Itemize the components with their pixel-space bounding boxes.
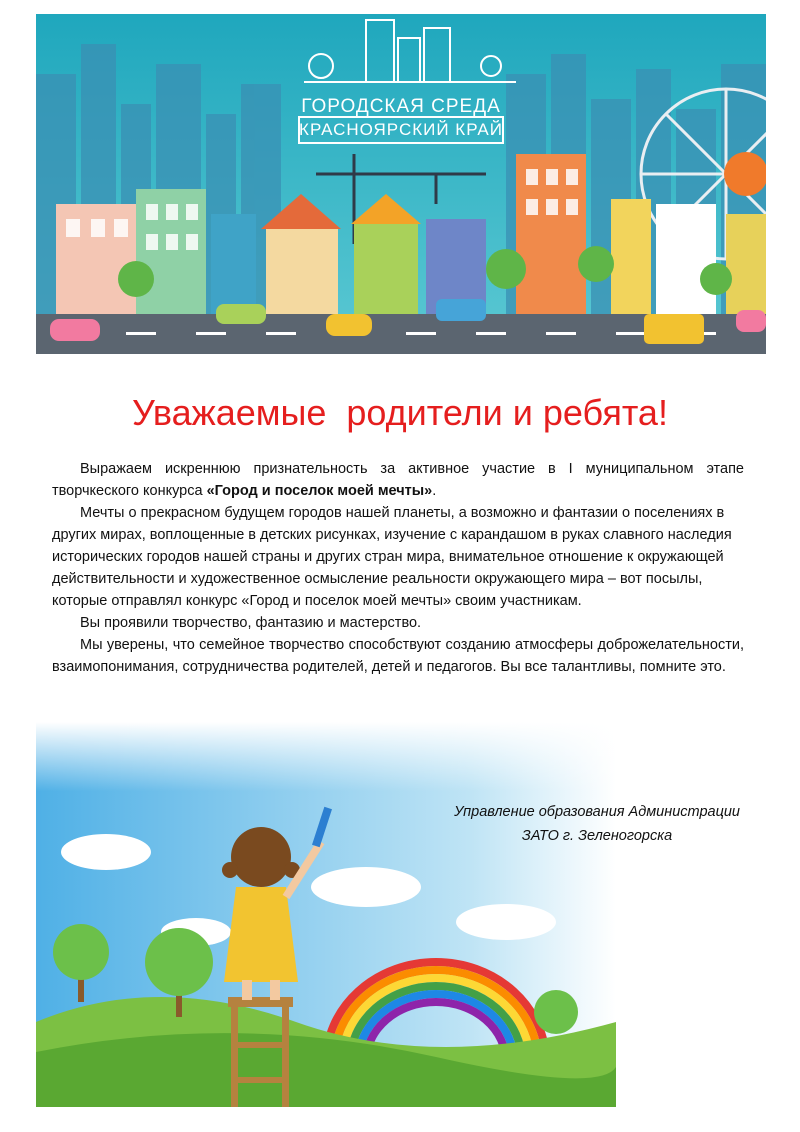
- signature-city: ЗАТО г. Зеленогорска: [521, 828, 673, 844]
- child-painting-illustration: [36, 722, 616, 1107]
- logo-title: ГОРОДСКАЯ СРЕДА: [301, 96, 501, 117]
- page-title: Уважаемые родители и ребята!: [132, 392, 668, 433]
- paragraph-1-text: Выражаем искреннюю признательность за активное участие в I муниципальном этапе творчкеского конкурса: [52, 461, 744, 499]
- letter-paragraph-2: Мечты о прекрасном будущем городов нашей планеты, а возможно и фантазии о поселениях в других мирах, воплощенные в детских рисунках, изучение с карандашом в руках славного наследия исторических городов нашей страны и других стран мира, внимательное отношение к окружающей действительности и художественное осмысление реальности окружающего мира – вот посылы, которые отправлял конкурс «Город и поселок моей мечты» своим участникам.: [52, 505, 732, 609]
- signature-block: [454, 800, 740, 848]
- letter-paragraph-1: [52, 458, 744, 502]
- logo-region: КРАСНОЯРСКИЙ КРАЙ: [299, 120, 503, 139]
- letter-paragraph-3: Вы проявили творчество, фантазию и мастерство.: [80, 615, 422, 631]
- signature-organization: Управление образования Администрации: [454, 804, 740, 820]
- letter-body: [52, 458, 744, 678]
- contest-name: «Город и поселок моей мечты»: [206, 483, 433, 499]
- letter-paragraph-4: Мы уверены, что семейное творчество способствуют созданию атмосферы доброжелательности, взаимопонимания, сотрудничества родителей, детей и педагогов. Вы все талантливы, помните это.: [52, 637, 744, 675]
- paragraph-1-end: .: [432, 483, 437, 499]
- city-banner: [36, 14, 766, 354]
- rainbow-scene: [36, 722, 616, 1107]
- city-illustration: [36, 14, 766, 354]
